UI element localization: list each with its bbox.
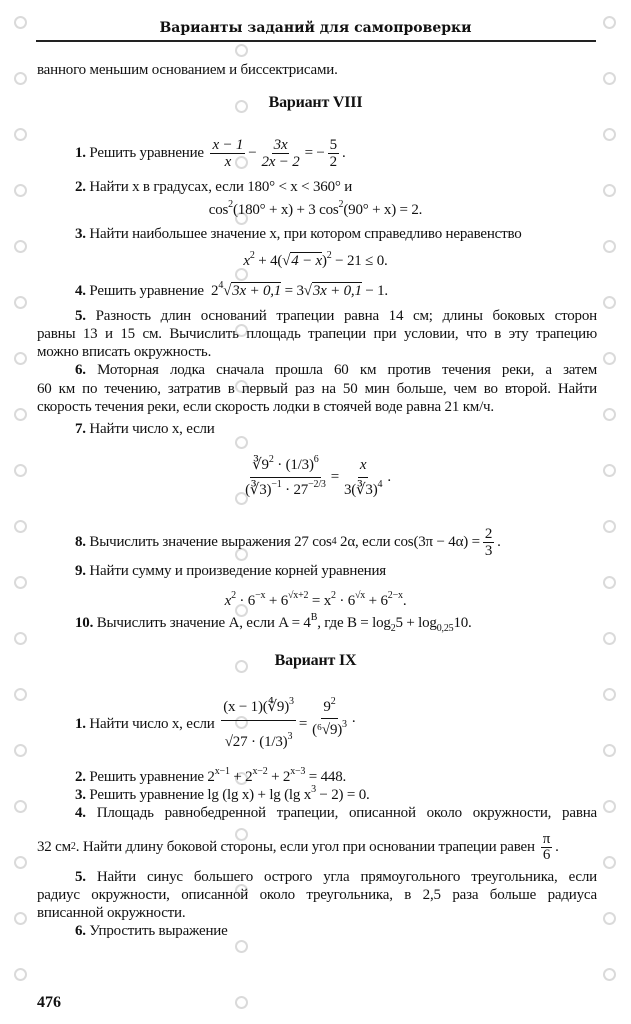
v8-task-1: [75, 135, 597, 171]
formula-part: √27 · (1/3): [224, 733, 288, 750]
denominator: [223, 721, 295, 755]
watermark-logo-icon: [603, 576, 616, 589]
watermark-logo-icon: [14, 408, 27, 421]
v8-task-5-line: равны 13 и 15 см. Вычислить площадь трапеции при условии, что в эту трапецию: [37, 326, 597, 342]
formula-part: ∛9: [252, 456, 269, 473]
formula-part: + 6: [265, 593, 288, 609]
watermark-logo-icon: [14, 296, 27, 309]
exponent: 3: [311, 784, 316, 795]
formula-part: x: [224, 593, 232, 609]
task-text: Найти синус большего острого угла прямоугольного треугольника, если: [96, 869, 597, 885]
watermark-logo-icon: [14, 800, 27, 813]
task-number: 6.: [75, 923, 86, 939]
v8-task-6: [75, 361, 597, 379]
fraction: [243, 453, 328, 502]
task-number: 1.: [75, 145, 86, 161]
task-text: Найти x в градусах, если 180° < x < 360° и: [89, 179, 353, 195]
radical-sign: √: [282, 253, 291, 269]
punct: .: [341, 145, 346, 161]
watermark-logo-icon: [235, 996, 248, 1009]
fraction: [328, 137, 339, 170]
numerator: [250, 453, 320, 478]
watermark-logo-icon: [603, 520, 616, 533]
v9-task-4: [75, 804, 597, 822]
exponent: 2: [331, 590, 336, 601]
fraction: [541, 832, 552, 863]
exponent: 3: [342, 718, 347, 730]
v8-task-3: [75, 225, 597, 243]
radical-sign: √: [303, 283, 312, 299]
formula-part: (x − 1)(∜9): [223, 698, 290, 715]
v9-task-5-line: вписанной окружности.: [37, 905, 186, 921]
exponent: x−1: [214, 766, 230, 777]
formula-part: + 4(: [254, 253, 283, 269]
numerator: 5: [329, 136, 337, 153]
exponent: 2: [231, 590, 236, 601]
v8-task-5-line: можно вписать окружность.: [37, 344, 212, 360]
v9-task-2: [75, 768, 597, 786]
task-number: 2.: [75, 179, 86, 195]
radicand: 3x + 0,1: [232, 283, 282, 299]
v8-task-9-formula: [0, 592, 631, 610]
exponent: √x+2: [288, 590, 309, 601]
carryover-text: ванного меньшим основанием и биссектрисами.: [37, 62, 338, 78]
formula-part: + 2: [229, 769, 253, 785]
task-number: 3.: [75, 226, 86, 242]
task-text: Найти число x, если: [89, 421, 215, 437]
watermark-logo-icon: [603, 296, 616, 309]
v8-task-3-formula: [0, 252, 631, 270]
task-text: Вычислить значение выражения 27 cos: [89, 534, 332, 550]
formula-part: · 27: [281, 481, 309, 498]
formula-part: = x: [308, 593, 331, 609]
formula-part: · 6: [235, 593, 256, 609]
punct: .: [387, 469, 391, 485]
denominator: [243, 478, 328, 502]
task-number: 5.: [75, 869, 86, 885]
exponent: 2: [338, 199, 344, 210]
denominator: [342, 478, 384, 502]
formula-part: ): [322, 253, 327, 269]
fraction: [221, 694, 296, 755]
numerator: x: [358, 453, 368, 478]
watermark-logo-icon: [14, 912, 27, 925]
watermark-logo-icon: [235, 44, 248, 57]
fraction: [483, 526, 494, 559]
watermark-logo-icon: [603, 856, 616, 869]
formula-part: − 21 ≤ 0.: [331, 253, 388, 269]
exponent: −1: [271, 478, 282, 490]
v9-task-3: [75, 786, 597, 804]
task-text: , где B = log: [317, 615, 391, 631]
watermark-logo-icon: [603, 968, 616, 981]
v8-task-6-line: скорость течения реки, если скорость лодки в стоячей воде равна 21 км/ч.: [37, 399, 494, 415]
exponent: x−3: [290, 766, 306, 777]
task-text: Разность длин оснований трапеции равна 14 см; длины боковых сторон: [95, 308, 597, 324]
watermark-logo-icon: [603, 408, 616, 421]
operator: = −: [304, 145, 325, 161]
numerator: 2: [484, 525, 493, 542]
radicand: 4 − x: [291, 253, 322, 269]
numerator: x − 1: [212, 136, 244, 153]
v8-task-5: [75, 307, 597, 325]
exponent: 2−x: [387, 590, 403, 601]
formula-part: (⁶√9): [312, 721, 343, 738]
page-number: 476: [37, 994, 61, 1011]
v9-task-5-line: радиус окружности, описанной около треугольника, в 2,5 раза больше радиуса: [37, 887, 597, 903]
formula-part: = 3: [281, 283, 304, 299]
task-text: Найти наибольшее значение x, при котором справедливо неравенство: [89, 226, 522, 242]
denominator: 6: [542, 846, 551, 863]
radical-sign: √: [223, 283, 232, 299]
watermark-logo-icon: [14, 520, 27, 533]
exponent: 6: [313, 453, 319, 465]
task-number: 7.: [75, 421, 86, 437]
operator: =: [298, 716, 308, 732]
v9-task-6: [75, 922, 597, 940]
watermark-logo-icon: [14, 856, 27, 869]
v8-task-2: [75, 178, 597, 196]
formula-part: (180° + x) + 3 cos: [232, 202, 339, 218]
formula-part: = 448.: [305, 769, 347, 785]
watermark-logo-icon: [14, 744, 27, 757]
task-text: Найти число x, если: [89, 716, 215, 732]
numerator: π: [542, 830, 551, 847]
watermark-logo-icon: [14, 576, 27, 589]
denominator: 3: [484, 542, 493, 559]
v9-task-4-line: 32 см 2 . Найти длину боковой стороны, если угол при основании трапеции равен $\frac{\pi}{6}$ .: [37, 830, 559, 863]
formula-part: + 6: [365, 593, 388, 609]
task-number: 2.: [75, 769, 86, 785]
watermark-logo-icon: [14, 352, 27, 365]
denominator: [310, 719, 349, 741]
watermark-logo-icon: [14, 184, 27, 197]
v8-task-7: [75, 420, 597, 438]
exponent: −x: [255, 590, 266, 601]
root-index: 4: [218, 280, 224, 291]
exponent: 2: [326, 250, 332, 261]
exponent: x−2: [252, 766, 268, 777]
exponent: 3: [289, 695, 294, 707]
task-number: 6.: [75, 362, 86, 378]
formula-part: 2: [211, 283, 219, 299]
task-text: Моторная лодка сначала прошла 60 км против течения реки, а затем: [97, 362, 597, 378]
watermark-logo-icon: [14, 632, 27, 645]
denominator: 2x − 2: [261, 153, 300, 170]
numerator: 3x: [273, 136, 288, 153]
fraction: [342, 453, 384, 502]
v8-task-4: [75, 282, 597, 300]
exponent: 2: [228, 199, 233, 210]
exponent: B: [310, 612, 318, 623]
task-number: 1.: [75, 716, 86, 732]
v9-task-5: [75, 868, 597, 886]
task-text: 10.: [453, 615, 472, 631]
watermark-logo-icon: [14, 968, 27, 981]
header-rule: [36, 40, 596, 42]
watermark-logo-icon: [235, 940, 248, 953]
v8-task-6-line: 60 км по течению, затратив в первый раз на 50 мин больше, чем во второй. Найти: [37, 381, 597, 397]
task-text: Вычислить значение A, если A = 4: [96, 615, 311, 631]
task-number: 8.: [75, 534, 86, 550]
watermark-logo-icon: [603, 800, 616, 813]
punct: .: [402, 593, 407, 609]
task-number: 4.: [75, 805, 86, 821]
watermark-logo-icon: [603, 912, 616, 925]
exponent: 2: [330, 695, 336, 707]
radicand: 3x + 0,1: [312, 283, 362, 299]
fraction: [260, 137, 302, 170]
denominator: 2: [329, 153, 337, 170]
exponent: 4: [377, 478, 383, 490]
punct: .: [555, 839, 559, 855]
formula-part: x: [243, 253, 250, 269]
task-number: 5.: [75, 308, 86, 324]
formula-part: 3(∛3): [343, 481, 378, 498]
watermark-logo-icon: [603, 688, 616, 701]
punct: .: [497, 534, 501, 550]
variant-8-heading: Вариант VIII: [268, 94, 363, 111]
task-text: 5 + log: [395, 615, 437, 631]
task-text: Решить уравнение: [89, 283, 204, 299]
task-number: 9.: [75, 563, 86, 579]
v8-task-2-formula: [0, 201, 631, 219]
watermark-logo-icon: [603, 744, 616, 757]
watermark-logo-icon: [603, 72, 616, 85]
operator: =: [330, 469, 339, 485]
v8-task-8: 8. Вычислить значение выражения 27 cos 4 2α, если cos(3π − 4α) = $\frac{2}{3}$ .: [75, 525, 501, 559]
task-number: 3.: [75, 787, 86, 803]
formula-part: − 2) = 0.: [315, 787, 370, 803]
task-text: Решить уравнение 2: [89, 769, 215, 785]
v9-task-1: [75, 684, 597, 764]
denominator: x: [224, 153, 232, 170]
fraction: [210, 137, 245, 170]
task-text: 2α, если cos(3π − 4α) =: [336, 534, 480, 550]
task-text: Решить уравнение: [89, 145, 204, 161]
v8-task-9: [75, 562, 597, 580]
formula-part: · (1/3): [273, 456, 314, 473]
task-text: 32 см: [37, 839, 71, 855]
watermark-logo-icon: [14, 72, 27, 85]
exponent: √x: [355, 590, 366, 601]
formula-part: (90° + x) = 2.: [343, 202, 423, 218]
task-text: Решить уравнение lg (lg x) + lg (lg x: [89, 787, 312, 803]
formula-part: · 6: [335, 593, 356, 609]
variant-9-heading: Вариант IX: [274, 652, 357, 669]
numerator: [221, 694, 296, 721]
exponent: 2: [249, 250, 255, 261]
watermark-logo-icon: [603, 352, 616, 365]
task-text: Площадь равнобедренной трапеции, описанной около окружности, равна: [96, 805, 597, 821]
formula-part: 9: [323, 698, 331, 715]
subscript: 0,25: [436, 623, 454, 634]
running-header: Варианты заданий для самопроверки: [159, 20, 472, 36]
watermark-logo-icon: [603, 632, 616, 645]
fraction: [310, 696, 349, 741]
watermark-logo-icon: [603, 128, 616, 141]
formula-part: (∛3): [245, 481, 272, 498]
exponent: 2: [268, 453, 274, 465]
formula-part: + 2: [267, 769, 291, 785]
task-text: . Найти длину боковой стороны, если угол при основании трапеции равен: [75, 839, 535, 855]
v8-task-10: [75, 614, 597, 632]
task-text: Упростить выражение: [89, 923, 228, 939]
subscript: 2: [390, 623, 396, 634]
task-number: 10.: [75, 615, 94, 631]
punct: .: [351, 710, 356, 726]
exponent: −2/3: [308, 478, 326, 490]
task-number: 4.: [75, 283, 86, 299]
v8-task-7-formula: [0, 447, 631, 507]
task-text: Найти сумму и произведение корней уравнения: [89, 563, 387, 579]
exponent: 3: [287, 730, 293, 742]
watermark-logo-icon: [14, 688, 27, 701]
formula-part: cos: [208, 202, 229, 218]
watermark-logo-icon: [603, 184, 616, 197]
numerator: [321, 696, 337, 719]
operator: −: [248, 145, 257, 161]
formula-part: − 1.: [361, 283, 388, 299]
watermark-logo-icon: [14, 128, 27, 141]
